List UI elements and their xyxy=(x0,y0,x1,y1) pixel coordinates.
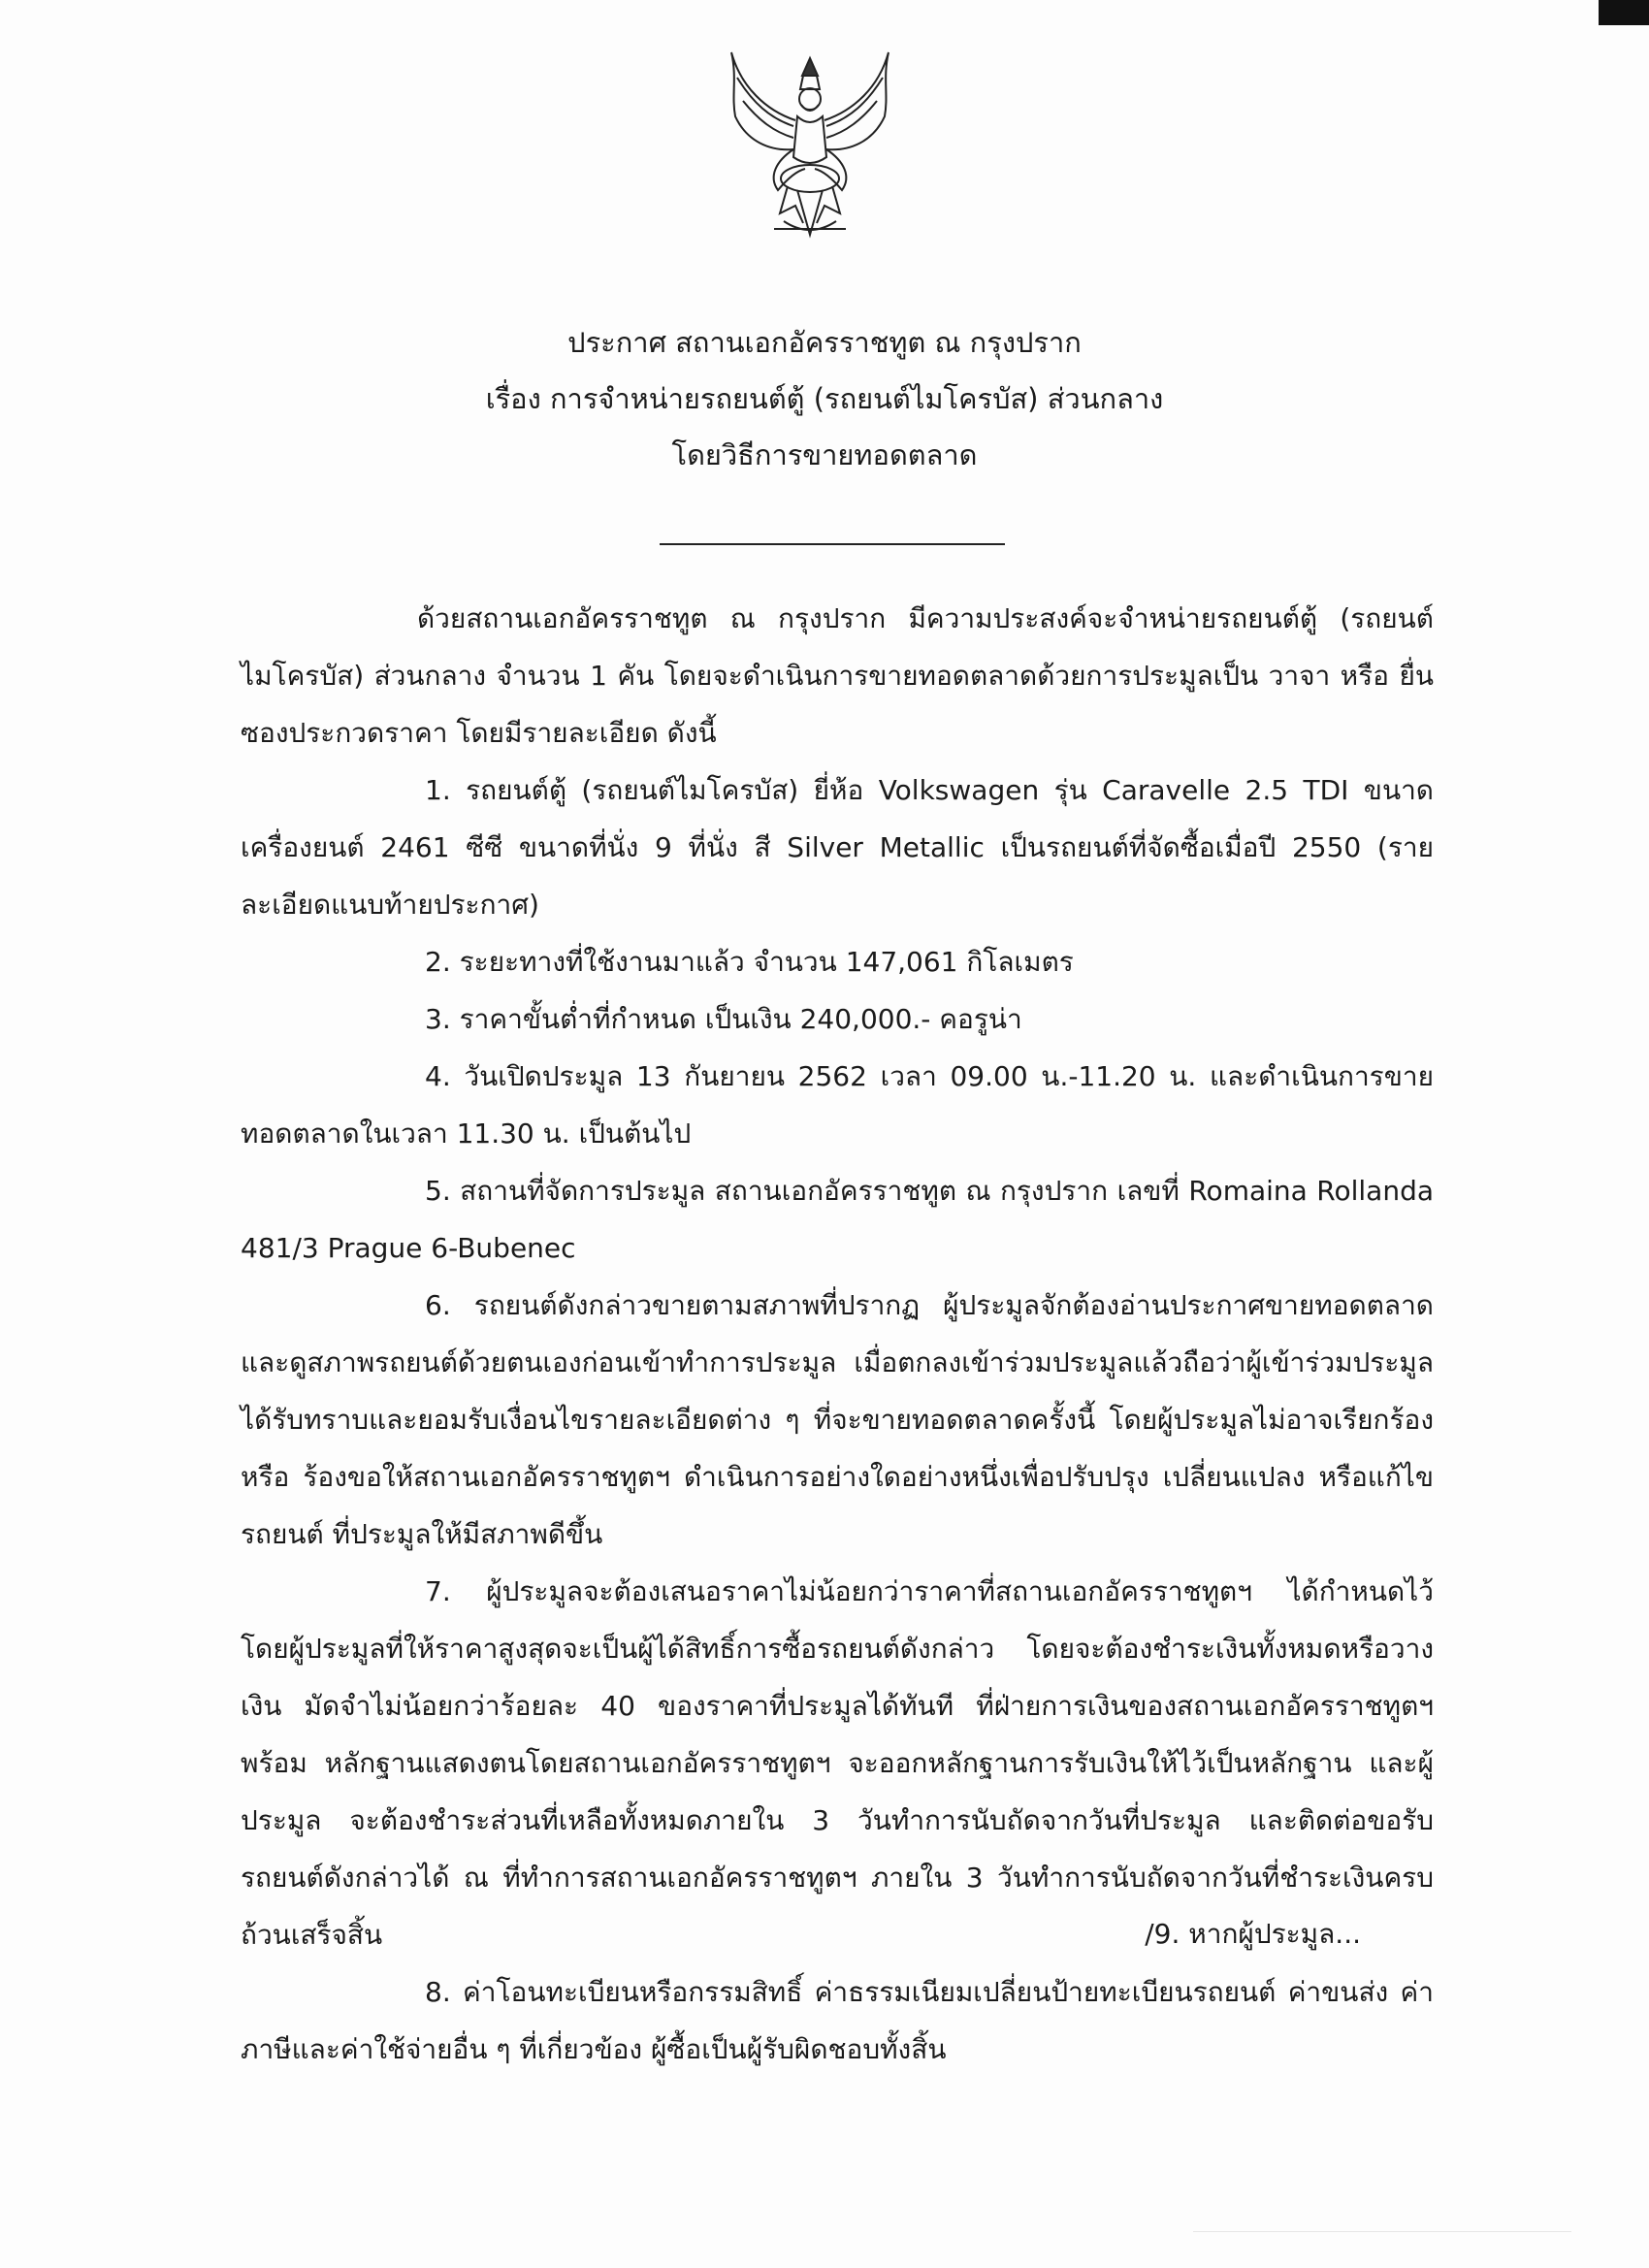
continuation-note: /9. หากผู้ประมูล... xyxy=(1145,1918,1361,1950)
item-4-paragraph: 4. วันเปิดประมูล 13 กันยายน 2562 เวลา 09.00 น.-11.20 น. และดำเนินการขาย ทอดตลาดในเวลา 11.30 น. เป็นต้นไป xyxy=(241,1060,1434,1150)
item-7-paragraph: 7. ผู้ประมูลจะต้องเสนอราคาไม่น้อยกว่าราคาที่สถานเอกอัครราชทูตฯ ได้กำหนดไว้ โดยผู้ประมูลที่ให้ราคาสูงสุดจะเป็นผู้ได้สิทธิ์การซื้อรถยนต์ดังกล่าว โดยจะต้องชำระเงินทั้งหมดหรือวางเงิน มัดจำไม่น้อยกว่าร้อยละ 40 ของราคาที่ประมูลได้ทันที ที่ฝ่ายการเงินของสถานเอกอัครราชทูตฯ พร้อม หลักฐานแสดงตนโดยสถานเอกอัครราชทูตฯ จะออกหลักฐานการรับเงินให้ไว้เป็นหลักฐาน และผู้ประมูล จะต้องชำระส่วนที่เหลือทั้งหมดภายใน 3 วันทำการนับถัดจากวันที่ประมูล และติดต่อขอรับรถยนต์ดังกล่าวได้ ณ ที่ทำการสถานเอกอัครราชทูตฯ ภายใน 3 วันทำการนับถัดจากวันที่ชำระเงินครบถ้วนเสร็จสิ้น xyxy=(241,1575,1434,1951)
intro-paragraph: ด้วยสถานเอกอัครราชทูต ณ กรุงปราก มีความประสงค์จะจำหน่ายรถยนต์ตู้ (รถยนต์ไมโครบัส) ส่วนกลาง จำนวน 1 คัน โดยจะดำเนินการขายทอดตลาดด้วยการประมูลเป็น วาจา หรือ ยื่นซองประกวดราคา โดยมีรายละเอียด ดังนี้ xyxy=(241,602,1434,749)
garuda-emblem-icon xyxy=(708,49,912,243)
announcement-body xyxy=(241,590,1434,2078)
item-5-paragraph: 5. สถานที่จัดการประมูล สถานเอกอัครราชทูต ณ กรุงปราก เลขที่ Romaina Rollanda 481/3 Prague 6-Bubenec xyxy=(241,1175,1434,1264)
item-3-paragraph: 3. ราคาขั้นต่ำที่กำหนด เป็นเงิน 240,000.- คอรูน่า xyxy=(425,1003,1022,1035)
item-2-paragraph: 2. ระยะทางที่ใช้งานมาแล้ว จำนวน 147,061 กิโลเมตร xyxy=(425,946,1074,978)
announcement-title: ประกาศ สถานเอกอัครราชทูต ณ กรุงปราก xyxy=(567,326,1082,359)
item-1-paragraph: 1. รถยนต์ตู้ (รถยนต์ไมโครบัส) ยี่ห้อ Volkswagen รุ่น Caravelle 2.5 TDI ขนาดเครื่องยนต์ 2461 ซีซี ขนาดที่นั่ง 9 ที่นั่ง สี Silver Metallic เป็นรถยนต์ที่จัดซื้อเมื่อปี 2550 (รายละเอียดแนบท้ายประกาศ) xyxy=(241,774,1434,921)
announcement-method: โดยวิธีการขายทอดตลาด xyxy=(671,438,978,471)
announcement-subject: เรื่อง การจำหน่ายรถยนต์ตู้ (รถยนต์ไมโครบัส) ส่วนกลาง xyxy=(485,382,1164,415)
item-8-paragraph: 8. ค่าโอนทะเบียนหรือกรรมสิทธิ์ ค่าธรรมเนียมเปลี่ยนป้ายทะเบียนรถยนต์ ค่าขนส่ง ค่าภาษีและค่าใช้จ่ายอื่น ๆ ที่เกี่ยวข้อง ผู้ซื้อเป็นผู้รับผิดชอบทั้งสิ้น xyxy=(241,1976,1434,2065)
header-divider xyxy=(660,543,1005,545)
scan-edge-line xyxy=(1193,2231,1571,2232)
item-6-paragraph: 6. รถยนต์ดังกล่าวขายตามสภาพที่ปรากฏ ผู้ประมูลจักต้องอ่านประกาศขายทอดตลาด และดูสภาพรถยนต์ด้วยตนเองก่อนเข้าทำการประมูล เมื่อตกลงเข้าร่วมประมูลแล้วถือว่าผู้เข้าร่วมประมูล ได้รับทราบและยอมรับเงื่อนไขรายละเอียดต่าง ๆ ที่จะขายทอดตลาดครั้งนี้ โดยผู้ประมูลไม่อาจเรียกร้องหรือ ร้องขอให้สถานเอกอัครราชทูตฯ ดำเนินการอย่างใดอย่างหนึ่งเพื่อปรับปรุง เปลี่ยนแปลง หรือแก้ไขรถยนต์ ที่ประมูลให้มีสภาพดีขึ้น xyxy=(241,1289,1434,1550)
scan-corner-mark xyxy=(1599,0,1649,25)
